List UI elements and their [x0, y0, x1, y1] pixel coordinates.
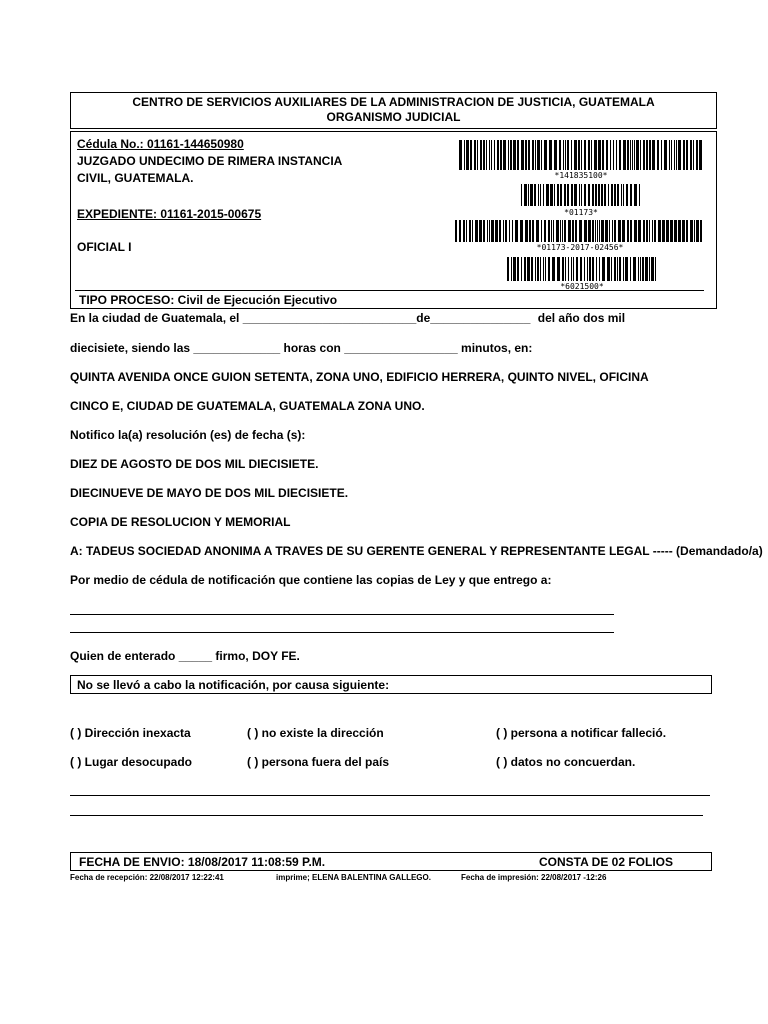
- blank-day: __________________________: [242, 311, 417, 325]
- cedula-number: Cédula No.: 01161-144650980: [77, 137, 244, 151]
- address-line-1: QUINTA AVENIDA ONCE GUION SETENTA, ZONA UNO, EDIFICIO HERRERA, QUINTO NIVEL, OFICINA: [70, 370, 649, 384]
- tipo-proceso: TIPO PROCESO: Civil de Ejecución Ejecutivo: [79, 293, 338, 307]
- quien-a: Quien de enterado: [70, 649, 176, 663]
- option-no-existe-direccion: ( ) no existe la dirección: [247, 726, 384, 740]
- barcode-4: [507, 257, 657, 281]
- fecha-envio: FECHA DE ENVIO: 18/08/2017 11:08:59 P.M.: [79, 855, 326, 869]
- body-line-1: [70, 311, 625, 325]
- body-line-1-a: En la ciudad de Guatemala, el: [70, 311, 240, 325]
- blank-line-causa-2: [70, 815, 703, 816]
- option-datos-no-concuerdan: ( ) datos no concuerdan.: [496, 755, 636, 769]
- body-line-2-a: diecisiete, siendo las: [70, 341, 191, 355]
- copia-text: COPIA DE RESOLUCION Y MEMORIAL: [70, 515, 291, 529]
- fecha-resolucion-1: DIEZ DE AGOSTO DE DOS MIL DIECISIETE.: [70, 457, 319, 471]
- body-line-1-b: de: [416, 311, 431, 325]
- footer-box: [70, 852, 712, 871]
- option-direccion-inexacta: ( ) Dirección inexacta: [70, 726, 191, 740]
- blank-line-recipient-2: [70, 632, 614, 633]
- blank-hours: _____________: [193, 341, 281, 355]
- barcode-4-label: *6021500*: [560, 282, 604, 291]
- fecha-impresion: Fecha de impresión: 22/08/2017 -12:26: [461, 873, 607, 882]
- quien-enterado-line: [70, 649, 300, 663]
- fecha-resolucion-2: DIECINUEVE DE MAYO DE DOS MIL DIECISIETE.: [70, 486, 349, 500]
- body-line-1-c: del año dos mil: [537, 311, 626, 325]
- notifico-text: Notifico la(a) resolución (es) de fecha (s):: [70, 428, 306, 442]
- blank-line-recipient-1: [70, 614, 614, 615]
- no-notificacion-box: [70, 675, 712, 694]
- no-notificacion-title: No se llevó a cabo la notificación, por causa siguiente:: [77, 678, 390, 692]
- blank-month: _______________: [430, 311, 531, 325]
- header-box: [70, 92, 717, 129]
- barcode-3: [455, 220, 705, 242]
- address-line-2: CINCO E, CIUDAD DE GUATEMALA, GUATEMALA ZONA UNO.: [70, 399, 425, 413]
- barcode-2-label: *01173*: [564, 208, 598, 217]
- fecha-recepcion: Fecha de recepción: 22/08/2017 12:22:41: [70, 873, 224, 882]
- tipo-proceso-rule: [75, 290, 704, 291]
- juzgado-line-1: JUZGADO UNDECIMO DE RIMERA INSTANCIA: [77, 154, 343, 168]
- barcode-1: [459, 140, 703, 170]
- consta-folios: CONSTA DE 02 FOLIOS: [539, 855, 674, 869]
- header-line-2: ORGANISMO JUDICIAL: [326, 110, 461, 124]
- info-box: [70, 131, 717, 309]
- option-lugar-desocupado: ( ) Lugar desocupado: [70, 755, 193, 769]
- option-persona-fuera-pais: ( ) persona fuera del país: [247, 755, 390, 769]
- header-line-1: CENTRO DE SERVICIOS AUXILIARES DE LA ADMINISTRACION DE JUSTICIA, GUATEMALA: [132, 95, 655, 109]
- barcode-1-label: *141835100*: [554, 171, 608, 180]
- body-line-2-b: horas con: [283, 341, 341, 355]
- imprime: imprime; ELENA BALENTINA GALLEGO.: [276, 873, 431, 882]
- por-medio-text: Por medio de cédula de notificación que contiene las copias de Ley y que entrego a:: [70, 573, 552, 587]
- body-line-2-c: minutos, en:: [461, 341, 533, 355]
- blank-line-causa-1: [70, 795, 710, 796]
- option-persona-fallecio: ( ) persona a notificar falleció.: [496, 726, 667, 740]
- quien-b: firmo, DOY FE.: [215, 649, 300, 663]
- destinatario-text: A: TADEUS SOCIEDAD ANONIMA A TRAVES DE SU GERENTE GENERAL Y REPRESENTANTE LEGAL ----- (Demandado/a): [70, 544, 763, 558]
- juzgado-line-2: CIVIL, GUATEMALA.: [77, 171, 194, 185]
- blank-firma: _____: [178, 649, 213, 663]
- blank-minutes: _________________: [344, 341, 458, 355]
- barcode-2: [521, 184, 641, 206]
- oficial-label: OFICIAL I: [77, 240, 132, 254]
- expediente-number: EXPEDIENTE: 01161-2015-00675: [77, 207, 262, 221]
- barcode-3-label: *01173-2017-02456*: [536, 243, 624, 252]
- body-line-2: [70, 341, 532, 355]
